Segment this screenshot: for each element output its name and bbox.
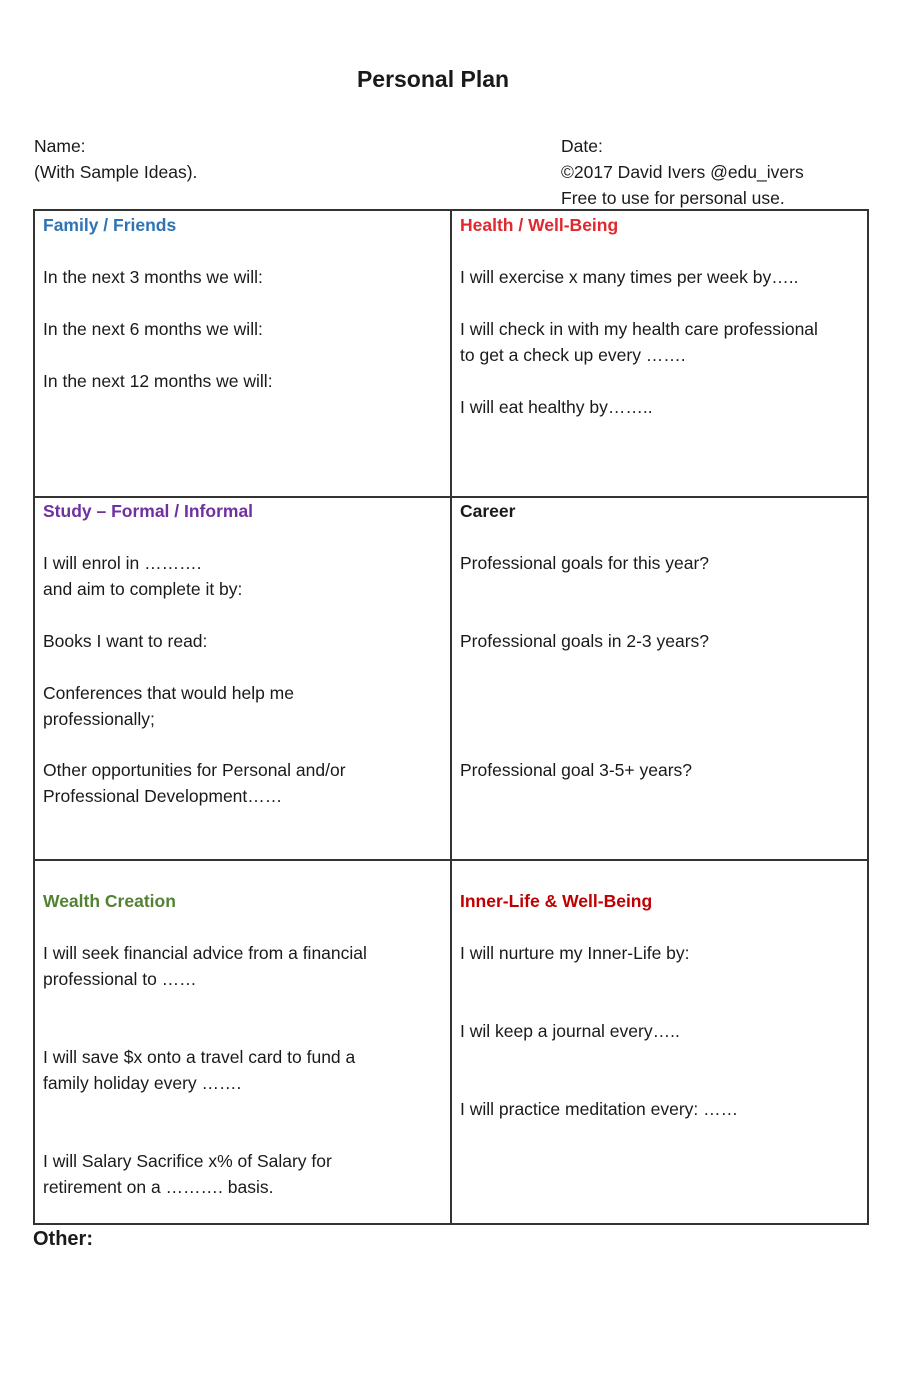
- cell-career: [460, 498, 865, 853]
- license-text: Free to use for personal use.: [561, 188, 785, 208]
- study-line: Professional Development……: [43, 786, 283, 806]
- cell-inner-life: [460, 888, 865, 1218]
- wealth-line: I will save $x onto a travel card to fund a: [43, 1047, 356, 1067]
- cell-study: [43, 498, 443, 853]
- study-heading: Study – Formal / Informal: [43, 501, 254, 521]
- career-heading: Career: [460, 501, 516, 521]
- cell-health-wellbeing: [460, 212, 865, 492]
- header-right: [561, 133, 804, 211]
- wealth-line: I will Salary Sacrifice x% of Salary for: [43, 1151, 332, 1171]
- family-line: In the next 12 months we will:: [43, 371, 273, 391]
- wealth-creation-heading: Wealth Creation: [43, 891, 176, 911]
- career-line: Professional goals for this year?: [460, 553, 710, 573]
- wealth-line: I will seek financial advice from a financial: [43, 943, 367, 963]
- other-label: Other:: [33, 1228, 93, 1250]
- career-line: Professional goal 3-5+ years?: [460, 760, 693, 780]
- inner-line: I will practice meditation every: ……: [460, 1099, 739, 1119]
- study-line: Conferences that would help me: [43, 683, 294, 703]
- wealth-line: family holiday every …….: [43, 1073, 242, 1093]
- cell-family-friends: [43, 212, 443, 492]
- study-line: professionally;: [43, 709, 155, 729]
- health-line: I will check in with my health care professional: [460, 319, 818, 339]
- name-label: Name:: [34, 136, 86, 156]
- family-line: In the next 3 months we will:: [43, 267, 263, 287]
- copyright-text: ©2017 David Ivers @edu_ivers: [561, 162, 804, 182]
- health-line: to get a check up every …….: [460, 345, 686, 365]
- table-divider-vertical: [450, 209, 452, 1225]
- health-line: I will exercise x many times per week by…..: [460, 267, 799, 287]
- header-left: [34, 133, 197, 185]
- wealth-line: professional to ……: [43, 969, 197, 989]
- page-title: Personal Plan: [356, 66, 510, 92]
- sample-note: (With Sample Ideas).: [34, 162, 198, 182]
- study-line: Books I want to read:: [43, 631, 208, 651]
- table-divider-row-2: [33, 859, 869, 861]
- inner-line: I will nurture my Inner-Life by:: [460, 943, 690, 963]
- family-line: In the next 6 months we will:: [43, 319, 263, 339]
- study-line: Other opportunities for Personal and/or: [43, 760, 346, 780]
- date-label: Date:: [561, 136, 603, 156]
- study-line: and aim to complete it by:: [43, 579, 243, 599]
- inner-line: I wil keep a journal every…..: [460, 1021, 680, 1041]
- cell-wealth-creation: [43, 888, 443, 1218]
- inner-life-heading: Inner-Life & Well-Being: [460, 891, 653, 911]
- career-line: Professional goals in 2-3 years?: [460, 631, 710, 651]
- study-line: I will enrol in ……….: [43, 553, 202, 573]
- family-friends-heading: Family / Friends: [43, 215, 177, 235]
- health-wellbeing-heading: Health / Well-Being: [460, 215, 619, 235]
- health-line: I will eat healthy by……..: [460, 397, 653, 417]
- wealth-line: retirement on a ………. basis.: [43, 1177, 274, 1197]
